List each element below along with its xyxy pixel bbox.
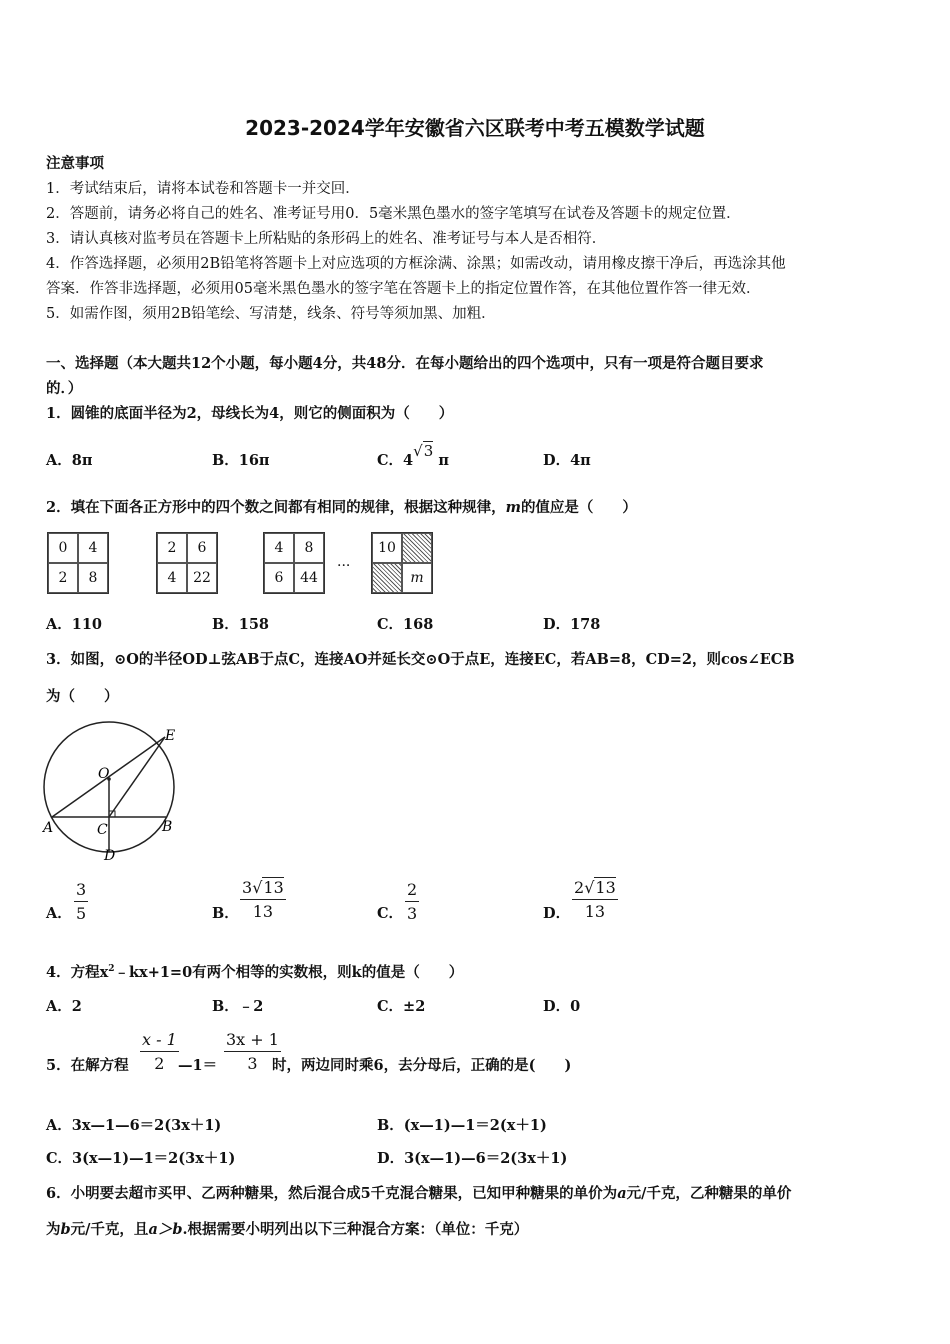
question-2-text: 2．填在下面各正方形中的四个数之间都有相同的规律，根据这种规律，m的值应是（ ） [46,499,637,516]
square-cell: 6 [187,533,217,563]
square-cell: 2 [157,533,187,563]
notice-item: 1．考试结束后，请将本试卷和答题卡一并交回． [46,181,360,197]
q3-option-b-label: B． [212,905,239,922]
q1-option-a: A．8π [46,452,93,469]
q5-option-d: D．3(x—1)—6＝2(3x＋1) [377,1150,568,1167]
label-C: C [97,822,108,838]
square-cell: 6 [264,563,294,593]
label-E: E [165,728,176,744]
hatched-cell [372,563,402,593]
q5-middle: —1＝ [178,1057,218,1074]
q1-option-b: B．16π [212,452,270,469]
q1-option-d: D．4π [543,452,591,469]
number-square-4 [371,532,433,594]
square-cell: 8 [78,563,108,593]
square-cell: 4 [264,533,294,563]
q3-option-a-fraction: $\frac{3}{5}$ [76,880,87,923]
q3-option-d-fraction: $\frac{2√13}{13}$ [574,878,616,921]
sequence-ellipsis: ··· [337,558,351,574]
number-square-2 [156,532,218,594]
q4-option-a: A．2 [46,998,82,1015]
q5-option-c: C．3(x—1)—1＝2(3x＋1) [46,1150,236,1167]
page-title: 2023-2024学年安徽省六区联考中考五模数学试题 [245,116,705,140]
notice-item: 4．作答选择题，必须用2B铅笔将答题卡上对应选项的方框涂满、涂黑；如需改动，请用橡皮擦干净后，再选涂其他 [46,256,786,272]
notice-item: 5．如需作图，须用2B铅笔绘、写清楚，线条、符号等须加黑、加粗． [46,306,496,322]
square-cell: 8 [294,533,324,563]
question-6-line2: 为b元/千克，且a＞b.根据需要小明列出以下三种混合方案：（单位：千克） [46,1221,529,1238]
number-square-1 [47,532,109,594]
hatched-cell [402,533,432,563]
label-O: O [98,766,110,782]
q4-option-b: B．﹣2 [212,998,264,1015]
section-heading-line1: 一、选择题（本大题共12个小题，每小题4分，共48分．在每小题给出的四个选项中，只有一项是符合题目要求 [46,355,764,372]
notice-item: 答案．作答非选择题，必须用05毫米黑色墨水的签字笔在答题卡上的指定位置作答，在其他位置作答一律无效． [46,281,761,297]
question-3-line2: 为（ ） [46,688,119,705]
notice-item: 2．答题前，请务必将自己的姓名、准考证号用0．5毫米黑色墨水的签字笔填写在试卷及答题卡的规定位置． [46,206,741,222]
section-heading-line2: 的．） [46,380,83,397]
square-cell: 22 [187,563,217,593]
q2-option-b: B．158 [212,616,270,633]
q5-option-b: B．(x—1)—1＝2(x＋1) [377,1117,547,1134]
q5-fraction-left: $\frac{x - 1}{2}$ [142,1030,177,1073]
square-cell: 10 [372,533,402,563]
circle-geometry-figure [40,710,190,870]
notice-item: 3．请认真核对监考员在答题卡上所粘贴的条形码上的姓名、准考证号与本人是否相符． [46,231,607,247]
square-cell: 2 [48,563,78,593]
q3-option-b-fraction: $\frac{3√13}{13}$ [242,878,284,921]
square-cell: m [402,563,432,593]
notice-heading: 注意事项 [46,155,104,172]
q2-option-d: D．178 [543,616,601,633]
question-4-text: 4．方程$x^2﹣kx+1=0$有两个相等的实数根，则k的值是（ ） [46,964,464,981]
question-5-prefix: 5．在解方程 [46,1057,129,1074]
q4-option-d: D．0 [543,998,581,1015]
q1-option-c: C．4√3 π [377,442,449,469]
number-square-3 [263,532,325,594]
label-B: B [162,819,173,835]
square-cell: 4 [78,533,108,563]
q5-option-a: A．3x—1—6＝2(3x＋1) [46,1117,222,1134]
q2-option-c: C．168 [377,616,434,633]
q3-option-a-label: A． [46,905,72,922]
q3-option-d-label: D． [543,905,571,922]
question-5-suffix: 时，两边同时乘6，去分母后，正确的是( ) [272,1057,572,1074]
question-6-line1: 6．小明要去超市买甲、乙两种糖果，然后混合成5千克混合糖果，已知甲种糖果的单价为a元/千克，乙种糖果的单价 [46,1185,792,1202]
square-cell: 44 [294,563,324,593]
q5-fraction-right: $\frac{3x + 1}{3}$ [226,1030,279,1073]
q4-option-c: C．±2 [377,998,426,1015]
question-1-text: 1．圆锥的底面半径为2，母线长为4，则它的侧面积为（ ） [46,405,454,422]
label-D: D [104,848,116,864]
square-cell: 4 [157,563,187,593]
label-A: A [43,820,54,836]
question-3-line1: 3．如图，⊙O的半径OD⊥弦AB于点C，连接AO并延长交⊙O于点E，连接EC，若AB=8，CD=2，则cos∠ECB [46,651,795,668]
q3-option-c-label: C． [377,905,404,922]
q3-option-c-fraction: $\frac{2}{3}$ [407,880,418,923]
q2-option-a: A．110 [46,616,103,633]
square-cell: 0 [48,533,78,563]
